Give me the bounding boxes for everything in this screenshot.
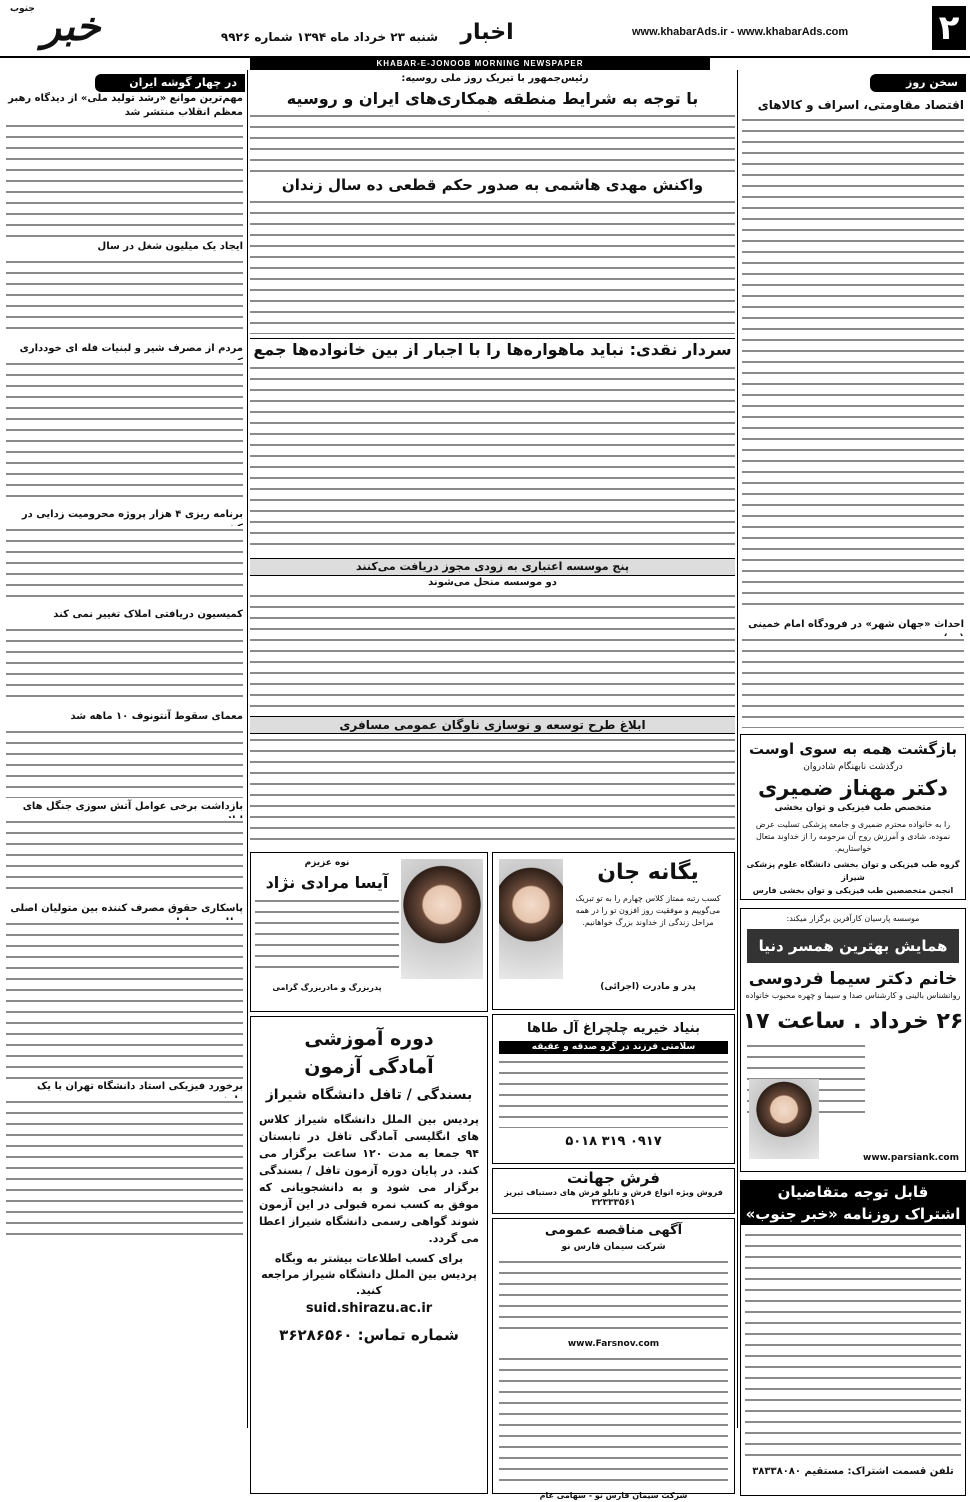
article-body [250,112,735,172]
right-col-tab: سخن روز [870,74,966,92]
logo-text: خبر [41,3,101,50]
news-item-title: برنامه ریزی ۴ هزار پروژه محرومیت زدایی در [21,509,243,520]
child-photo [401,859,483,979]
phone-label: شماره تماس: [357,1326,459,1344]
story-bar: پنج موسسه اعتباری به زودی مجوز دریافت می‌کنند [250,558,735,576]
university-ad [250,1016,488,1494]
news-item-title: بازداشت برخی عوامل آتش سوزی جنگل های [22,801,243,812]
right-column [740,70,966,1477]
ad-org: شرکت سیمان فارس نو [561,1242,666,1252]
news-item-body [6,258,243,338]
ad-body [745,1231,961,1459]
ad-speaker: خانم دکتر سیما فردوسی [748,969,958,989]
col-divider [247,70,248,1428]
page-number: ۲ [932,6,966,50]
ad-cta: برای کسب اطلاعات بیشتر به وبگاه پردیس بین الملل دانشگاه شیراز مراجعه کنید. [261,1252,477,1297]
ad-site[interactable]: suid.shirazu.ac.ir [305,1301,433,1316]
logo-sub: جنوب [10,4,35,14]
ad-title: یگانه جان [597,860,699,885]
condolence-ad [740,734,966,900]
ad-body [499,1058,728,1128]
article-body [742,636,964,728]
carpet-ad [492,1168,735,1214]
ad-from: پدر و مادرت (اجرائی) [600,982,696,992]
ad-phone: ۳۲۳۳۳۵۶۱ [591,1198,636,1208]
ad-title: فرش جهانت [567,1169,660,1187]
subscribe-ad [740,1180,966,1496]
story-title: واکنش مهدی هاشمی به صدور حکم قطعی ده سال زندان [281,176,704,194]
article-body [250,364,735,554]
ad-body: را به خانواده محترم ضمیری و جامعه پزشکی تسلیت عرض نموده، شادی و آمرزش روح آن مرحومه را از خداوند متعال خواستاریم. [755,820,951,853]
news-item-body [6,626,243,706]
col-divider [737,70,738,1428]
ad-title: اشتراک روزنامه «خبر جنوب» [741,1203,965,1225]
ad-from: انجمن متخصصین طب فیزیکی و توان بخشی فارس [752,886,954,895]
speaker-photo [749,1079,819,1159]
ad-site[interactable]: www.Farsnov.com [567,1339,660,1349]
ad-from: پدربزرگ و مادربزرگ گرامی [272,983,382,992]
ad-desc: روانشناس بالینی و کارشناس صدا و سیما و چهره محبوب خانواده [745,991,961,1000]
ad-date: ۲۶ خرداد . ساعت ۱۷ [742,1009,964,1034]
lead-title: با توجه به شرایط منطقه همکاری‌های ایران و روسیه [286,89,699,108]
seminar-ad [740,908,966,1172]
left-col-tab: در چهار گوشه ایران [95,74,245,92]
news-item-body [6,360,243,500]
ad-title: آمادگی آزمون [304,1056,434,1078]
center-column [250,70,735,1500]
article-body [250,198,735,334]
ad-body [255,897,399,977]
ad-title: بنیاد خیریه چلچراغ آل طاها [527,1021,700,1036]
news-item-title: کمیسیون دریافتی املاک تغییر نمی کند [53,609,243,620]
ad-site[interactable]: www.parsiank.com [863,1153,959,1163]
news-item-title: معمای سقوط آنتونوف ۱۰ ماهه شد [70,711,243,722]
newspaper-logo [6,4,136,52]
story-bar: ابلاغ طرح توسعه و نوسازی ناوگان عمومی مسافری [250,716,735,734]
ahadis-title: احداث «جهان شهر» در فرودگاه امام خمینی [748,619,964,630]
phone-number: ۳۸۳۳۸۰۸۰ [752,1466,802,1477]
section-title: اخبار [460,20,514,45]
dateline: شنبه ۲۳ خرداد ماه ۱۳۹۴ شماره ۹۹۲۶ [220,30,438,44]
ad-body: پردیس بین الملل دانشگاه شیراز کلاس های انگلیسی آمادگی تافل در تابستان ۹۴ جمعا به مدت ۱۲۰ ساعت برگزار می کند. در پایان دوره آزمون تافل / بسندگی برگزار می شود و به دانشجویانی که موفق به کسب نمره قبولی در این آزمون شوند گواهی رسمی دانشگاه شیراز اعطا می گردد. [259,1113,480,1245]
news-item-body [6,122,243,242]
phone-number: ۳۶۲۸۶۵۶۰ [279,1326,353,1344]
article-body [250,592,735,712]
left-column [4,70,245,1428]
news-item-title: ایجاد یک میلیون شغل در سال [97,241,243,252]
birthday-ad [250,852,488,1012]
story-title: سردار نقدی: نباید ماهواره‌ها را با اجبار از بین خانواده‌ها جمع [250,338,735,383]
news-item-title: برخورد فیزیکی استاد دانشگاه تهران با یک [36,1081,243,1092]
story-sub: دو موسسه منحل می‌شوند [428,577,557,588]
ad-line: درگذشت نابهنگام شادروان [803,762,903,772]
ad-title: بازگشت همه به سوی اوست [749,740,957,758]
news-item-body [6,526,243,606]
ad-name: آیسا مرادی نژاد [265,873,389,892]
news-item-title: پاسکاری حقوق مصرف کننده بین متولیان اصلی [10,903,243,914]
ad-line: فروش ویژه انواع فرش و تابلو فرش های دستباف تبریز [504,1188,723,1197]
news-item-title: مهم‌ترین موانع «رشد تولید ملی» از دیدگاه رهبر معظم انقلاب منتشر شد [8,93,243,118]
english-strip: KHABAR-E-JONOOB MORNING NEWSPAPER [250,58,710,70]
article-body [742,116,964,614]
ad-sub: سلامتی فرزند در گرو صدقه و عقیقه [499,1041,728,1054]
ad-from: گروه طب فیزیکی و توان بخشی دانشگاه علوم پزشکی شیراز [746,860,960,882]
ad-title: قابل توجه متقاضیان [741,1181,965,1203]
news-item-title: مردم از مصرف شیر و لبنیات فله ای خودداری [19,343,243,354]
ad-body [499,1355,728,1485]
ad-body: کسب رتبه ممتاز کلاس چهارم را به تو تبریک می‌گوییم و موفقیت روز افزون تو را در همه مراحل زندگی از خداوند بزرگ خواهانیم. [575,894,721,927]
ad-title: بسندگی / تافل دانشگاه شیراز [265,1087,473,1103]
ad-title: دوره آموزشی [304,1028,434,1050]
birthday-ad [492,852,735,1010]
ad-prefix: نوه عزیزم [304,858,350,868]
ad-body [499,1258,728,1334]
right-col-title: اقتصاد مقاومتی، اسراف و کالاهای [757,98,964,112]
ad-role: متخصص طب فیزیکی و توان بخشی [774,803,932,813]
ad-name: دکتر مهناز ضمیری [758,776,948,800]
phone-label: تلفن قسمت اشتراک: مستقیم [804,1466,954,1477]
ad-phone: ۰۹۱۷ ۳۱۹ ۵۰۱۸ [565,1134,662,1149]
ad-phone [251,1325,487,1345]
charity-ad [492,1014,735,1164]
news-item-body [6,728,243,798]
article-body [250,736,735,848]
news-item-body [6,1098,243,1238]
ad-title: آگهی مناقصه عمومی [544,1223,683,1238]
site-url[interactable]: www.khabarAds.ir - www.khabarAds.com [632,26,849,38]
ad-phone [741,1465,965,1478]
ad-title: همایش بهترین همسر دنیا [747,929,959,963]
news-item-body [6,920,243,1080]
ad-org: موسسه پارسیان کارآفرین برگزار میکند: [786,914,920,923]
news-item-body [6,818,243,898]
tender-ad [492,1218,735,1500]
child-photo [499,859,563,979]
lead-kicker: رئیس‌جمهور با تبریک روز ملی روسیه: [401,73,589,84]
ad-from: شرکت سیمان فارس نو - سهامی عام [539,1491,688,1500]
